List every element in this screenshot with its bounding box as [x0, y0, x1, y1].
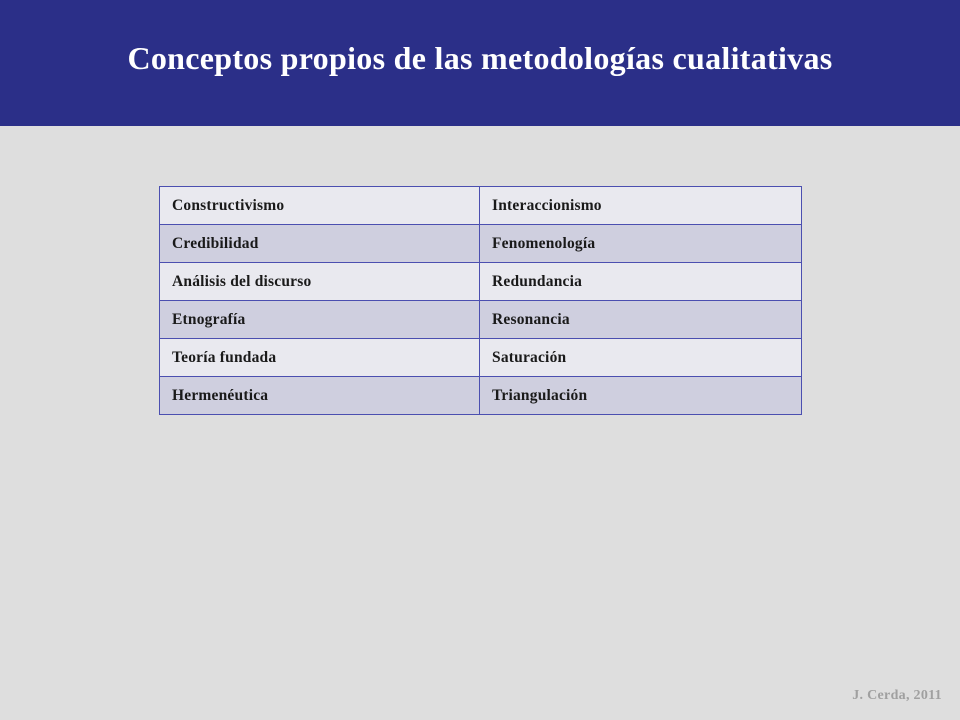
footer-credit: J. Cerda, 2011 — [852, 688, 942, 703]
table-cell: Constructivismo — [160, 187, 480, 225]
table-cell: Triangulación — [480, 377, 802, 415]
table-cell: Redundancia — [480, 263, 802, 301]
slide-title: Conceptos propios de las metodologías cualitativas — [127, 40, 833, 76]
table-cell: Saturación — [480, 339, 802, 377]
table-cell: Interaccionismo — [480, 187, 802, 225]
table-row — [160, 377, 802, 415]
table-row — [160, 301, 802, 339]
table-cell: Hermenéutica — [160, 377, 480, 415]
table-row — [160, 187, 802, 225]
table-row — [160, 263, 802, 301]
table-cell: Análisis del discurso — [160, 263, 480, 301]
table-row — [160, 339, 802, 377]
title-bar — [0, 0, 960, 126]
table-cell: Fenomenología — [480, 225, 802, 263]
table-cell: Resonancia — [480, 301, 802, 339]
table-cell: Teoría fundada — [160, 339, 480, 377]
table-cell: Credibilidad — [160, 225, 480, 263]
table-cell: Etnografía — [160, 301, 480, 339]
concepts-table — [159, 186, 802, 415]
table-row — [160, 225, 802, 263]
